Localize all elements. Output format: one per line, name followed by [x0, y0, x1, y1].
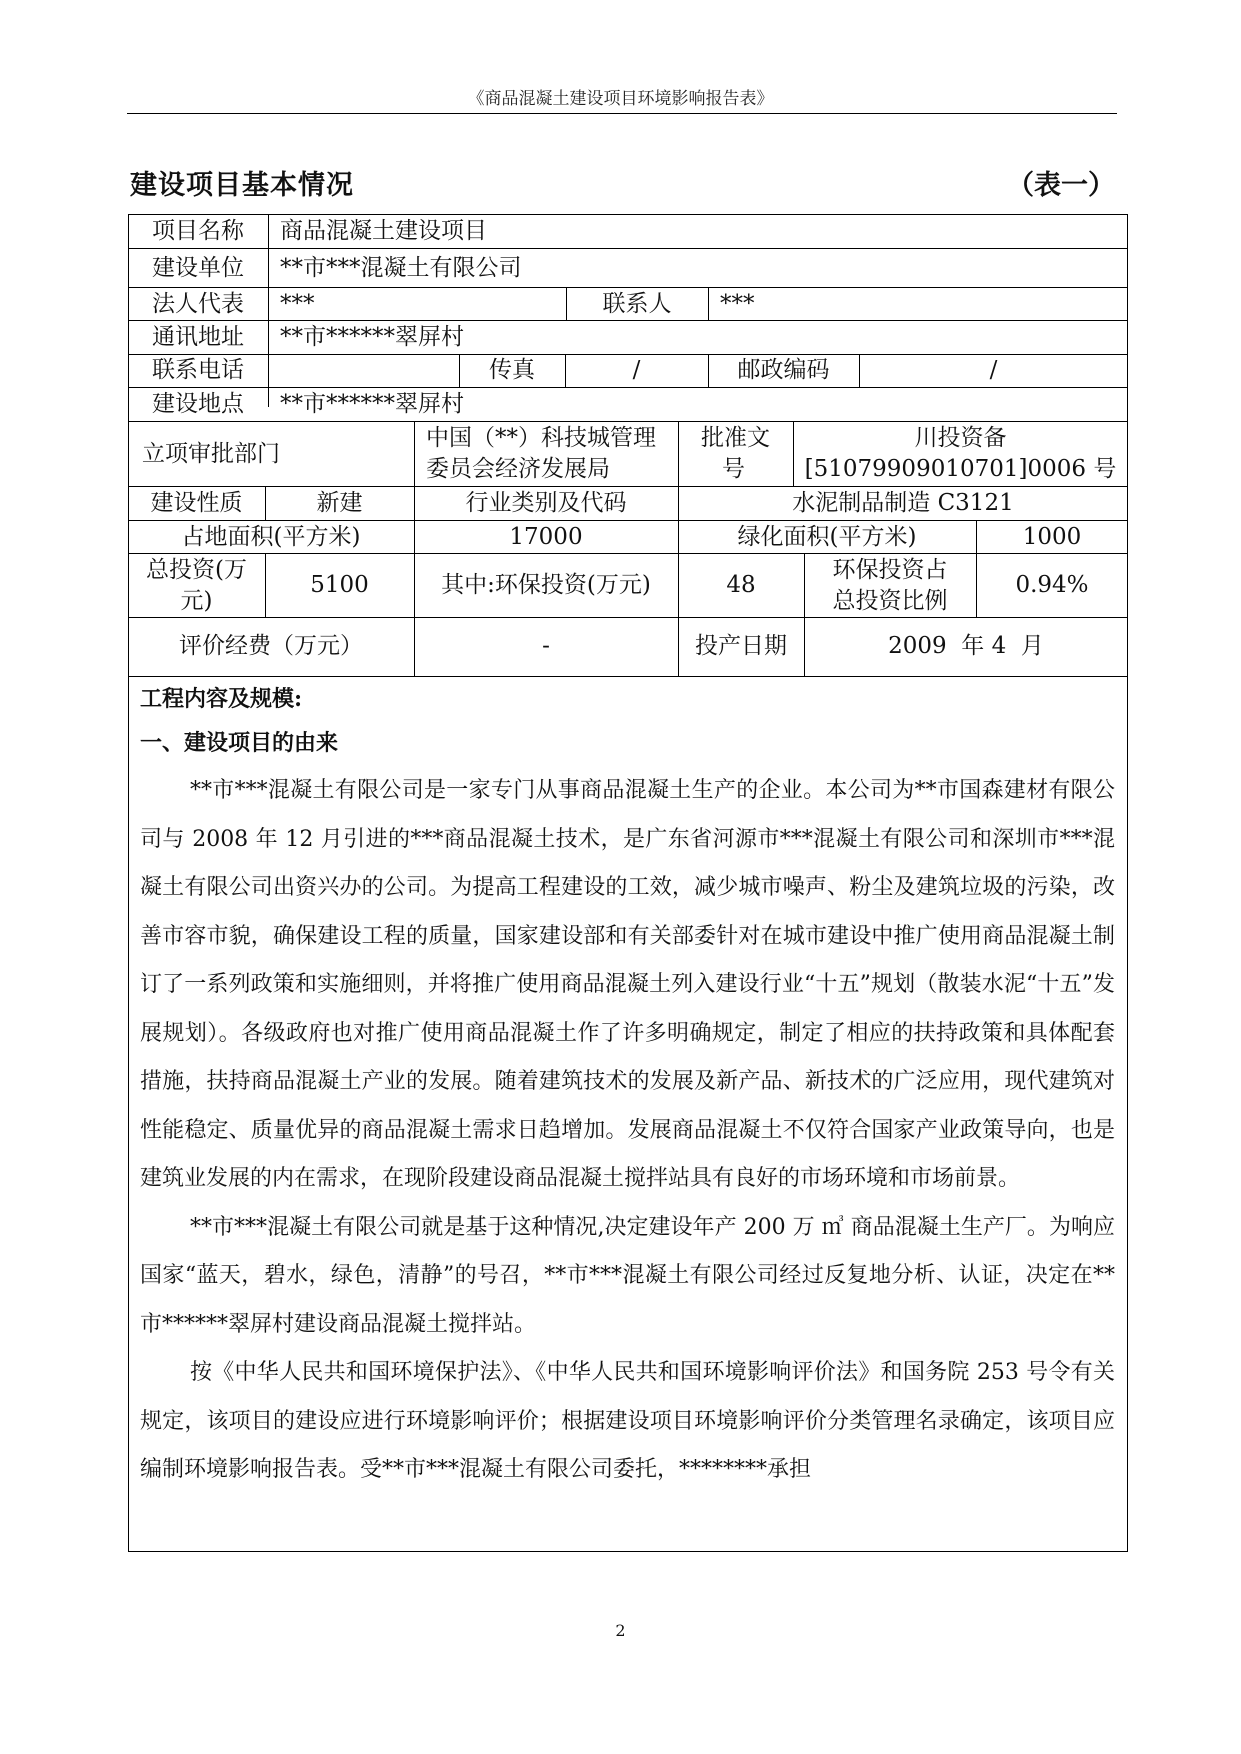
start-date-label: 投产日期 — [695, 633, 787, 659]
contact-value: *** — [720, 291, 755, 317]
address-value: **市******翠屏村 — [280, 324, 464, 350]
rule — [708, 287, 709, 320]
zip-label: 邮政编码 — [737, 357, 830, 383]
rule — [128, 520, 1128, 521]
builder-value: **市***混凝土有限公司 — [280, 255, 522, 281]
table-number: （表一） — [1007, 170, 1115, 201]
land-area-label: 占地面积(平方米) — [181, 524, 361, 550]
rule — [268, 214, 269, 407]
env-invest-label: 其中:环保投资(万元) — [441, 572, 651, 598]
eval-fee-value: - — [542, 633, 550, 659]
approval-no-line1: 川投资备 — [914, 425, 1007, 451]
builder-label: 建设单位 — [152, 255, 244, 281]
project-name-label: 项目名称 — [152, 218, 244, 244]
running-header: 《商品混凝土建设项目环境影响报告表》 — [467, 89, 774, 109]
approval-dept-line2: 委员会经济发展局 — [426, 456, 610, 482]
page-title: 建设项目基本情况 — [130, 170, 354, 201]
paragraph: **市***混凝土有限公司就是基于这种情况,决定建设年产 200 万 ㎥ 商品混凝土生产厂。为响应国家“蓝天，碧水，绿色，清静”的号召，**市***混凝土有限公司经过反复地分析、认证，决定在**市******翠屏村建设商品混凝土搅拌站。 — [140, 1214, 1115, 1337]
phone-label: 联系电话 — [152, 357, 244, 383]
total-invest-label-line2: 元) — [180, 588, 213, 614]
env-ratio-label-line2: 总投资比例 — [832, 588, 948, 614]
subsection-title: 一、建设项目的由来 — [140, 730, 339, 756]
rule — [128, 553, 1128, 554]
section-title: 工程内容及规模: — [140, 686, 303, 712]
rule — [128, 617, 1128, 618]
fax-label: 传真 — [489, 357, 535, 383]
eval-fee-label: 评价经费（万元） — [179, 633, 363, 659]
env-ratio-value: 0.94% — [1015, 572, 1089, 598]
rule — [128, 287, 1128, 288]
nature-value: 新建 — [316, 490, 363, 516]
approval-no-label-line2: 号 — [722, 456, 745, 482]
total-invest-label-line1: 总投资(万 — [146, 557, 247, 583]
green-area-label: 绿化面积(平方米) — [737, 524, 917, 550]
land-area-value: 17000 — [509, 524, 583, 550]
title-row — [130, 163, 1115, 203]
rule — [128, 421, 1128, 422]
address-label: 通讯地址 — [152, 324, 244, 350]
approval-dept-line1: 中国（**）科技城管理 — [426, 425, 656, 451]
nature-label: 建设性质 — [150, 490, 243, 516]
fax-value: / — [632, 357, 641, 383]
body-text — [140, 767, 1115, 1495]
paragraph: 按《中华人民共和国环境保护法》、《中华人民共和国环境影响评价法》和国务院 253 号令有关规定，该项目的建设应进行环境影响评价；根据建设项目环境影响评价分类管理名录确定，该项目应编制环境影响报告表。受**市***混凝土有限公司委托，********承担 — [140, 1360, 1115, 1482]
approval-no-label-line1: 批准文 — [701, 425, 770, 451]
paragraph: **市***混凝土有限公司是一家专门从事商品混凝土生产的企业。本公司为**市国森建材有限公司与 2008 年 12 月引进的***商品混凝土技术，是广东省河源市***混凝土有限公司和深圳市***混凝土有限公司出资兴办的公司。为提高工程建设的工效，减少城市噪声、粉尘及建筑垃圾的污染，改善市容市貌，确保建设工程的质量，国家建设部和有关部委针对在城市建设中推广使用商品混凝土制订了一系列政策和实施细则，并将推广使用商品混凝土列入建设行业“十五”规划（散装水泥“十五”发展规划）。各级政府也对推广使用商品混凝土作了许多明确规定，制定了相应的扶持政策和具体配套措施，扶持商品混凝土产业的发展。随着建筑技术的发展及新产品、新技术的广泛应用，现代建筑对性能稳定、质量优异的商品混凝土需求日趋增加。发展商品混凝土不仅符合国家产业政策导向，也是建筑业发展的内在需求，在现阶段建设商品混凝土搅拌站具有良好的市场环境和市场前景。 — [140, 778, 1115, 1191]
start-date-value: 2009 年 4 月 — [888, 633, 1044, 659]
env-ratio-label-line1: 环保投资占 — [832, 557, 948, 583]
rule — [414, 421, 415, 486]
rule — [128, 387, 1128, 388]
header-rule — [127, 113, 1117, 114]
industry-value: 水泥制品制造 C3121 — [792, 490, 1014, 516]
industry-label: 行业类别及代码 — [465, 490, 627, 516]
zip-value: / — [989, 357, 998, 383]
rule — [128, 248, 1128, 249]
page-number: 2 — [615, 1621, 626, 1640]
legal-rep-label: 法人代表 — [152, 291, 244, 317]
rule — [128, 486, 1128, 487]
approval-no-line2: [51079909010701]0006 号 — [804, 456, 1117, 482]
total-invest-value: 5100 — [310, 572, 369, 598]
rule — [128, 320, 1128, 321]
legal-rep-value: *** — [280, 291, 315, 317]
site-value: **市******翠屏村 — [280, 391, 464, 417]
env-invest-value: 48 — [726, 572, 756, 598]
site-label: 建设地点 — [152, 391, 244, 417]
project-name-value: 商品混凝土建设项目 — [280, 218, 487, 244]
green-area-value: 1000 — [1022, 524, 1082, 550]
approval-dept-label: 立项审批部门 — [142, 441, 280, 467]
rule — [128, 676, 1128, 677]
contact-label: 联系人 — [602, 291, 672, 317]
